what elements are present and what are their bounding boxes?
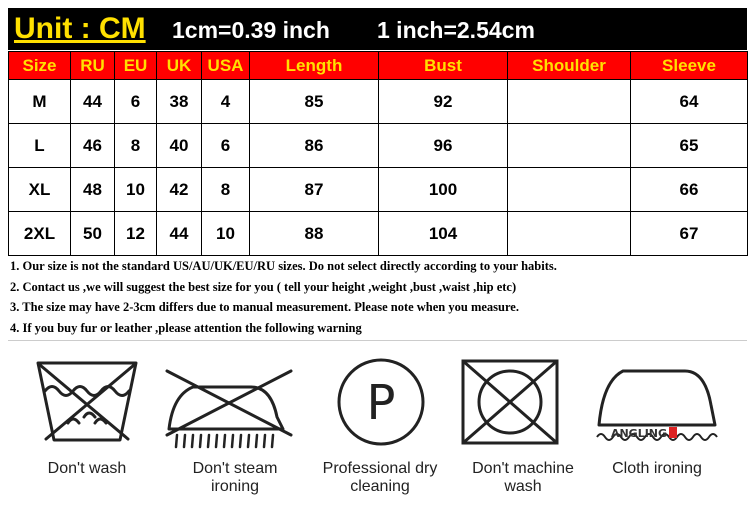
cell-length: 86: [250, 124, 379, 168]
cell-sleeve: 66: [631, 168, 748, 212]
note-3: 3. The size may have 2-3cm differs due to manual measurement. Please note when you measure.: [10, 300, 519, 314]
cell-size: 2XL: [9, 212, 71, 256]
cell-uk: 44: [157, 212, 202, 256]
inch-to-cm: 1 inch=2.54cm: [377, 17, 535, 43]
cell-bust: 100: [379, 168, 508, 212]
cloth-ironing-label: Cloth ironing: [612, 460, 702, 477]
note-2: 2. Contact us ,we will suggest the best size for you ( tell your height ,weight ,bust ,waist ,hip etc): [10, 279, 517, 294]
cell-usa: 10: [202, 212, 250, 256]
note-4: 4. If you buy fur or leather ,please attention the following warning: [10, 320, 362, 335]
cell-ru: 48: [71, 168, 115, 212]
dont-wash-icon: [32, 355, 142, 450]
table-row: [9, 168, 748, 212]
header-sleeve: Sleeve: [631, 52, 748, 80]
cell-bust: 104: [379, 212, 508, 256]
divider: [8, 340, 747, 341]
header-eu: EU: [115, 52, 157, 80]
cell-usa: 6: [202, 124, 250, 168]
table-header-row: [9, 52, 748, 80]
cell-eu: 6: [115, 80, 157, 124]
size-table: [8, 51, 748, 256]
cell-shoulder: [508, 212, 631, 256]
dont-steam-label: Don't steam ironing: [192, 460, 278, 495]
cell-uk: 38: [157, 80, 202, 124]
dont-machine-wash-label: Don't machine wash: [472, 460, 574, 495]
cell-size: L: [9, 124, 71, 168]
cell-usa: 8: [202, 168, 250, 212]
cell-shoulder: [508, 124, 631, 168]
header-size: Size: [9, 52, 71, 80]
header-shoulder: Shoulder: [508, 52, 631, 80]
cell-sleeve: 67: [631, 212, 748, 256]
note-1: 1. Our size is not the standard US/AU/UK/EU/RU sizes. Do not select directly according to your habits.: [10, 259, 557, 273]
cloth-iron-icon: [593, 355, 723, 455]
cell-ru: 50: [71, 212, 115, 256]
cell-length: 88: [250, 212, 379, 256]
cell-eu: 10: [115, 168, 157, 212]
cell-sleeve: 64: [631, 80, 748, 124]
table-row: [9, 80, 748, 124]
cell-eu: 12: [115, 212, 157, 256]
header-uk: UK: [157, 52, 202, 80]
cell-shoulder: [508, 168, 631, 212]
dont-wash-label: Don't wash: [47, 460, 127, 477]
cell-bust: 92: [379, 80, 508, 124]
table-row: [9, 212, 748, 256]
cell-uk: 40: [157, 124, 202, 168]
cell-size: XL: [9, 168, 71, 212]
cell-length: 87: [250, 168, 379, 212]
cell-usa: 4: [202, 80, 250, 124]
cell-eu: 8: [115, 124, 157, 168]
cell-bust: 96: [379, 124, 508, 168]
cm-to-inch: 1cm=0.39 inch: [172, 17, 330, 43]
table-row: [9, 124, 748, 168]
header-length: Length: [250, 52, 379, 80]
dry-clean-icon: [334, 355, 429, 450]
unit-banner: [8, 8, 747, 50]
dry-clean-label: Professional dry cleaning: [322, 460, 438, 495]
cell-size: M: [9, 80, 71, 124]
dont-steam-iron-icon: [163, 355, 298, 450]
cell-ru: 44: [71, 80, 115, 124]
cell-shoulder: [508, 80, 631, 124]
cell-length: 85: [250, 80, 379, 124]
cell-uk: 42: [157, 168, 202, 212]
watermark-text: ANGLING: [610, 427, 668, 440]
header-bust: Bust: [379, 52, 508, 80]
cell-ru: 46: [71, 124, 115, 168]
header-ru: RU: [71, 52, 115, 80]
dont-machine-wash-icon: [455, 355, 565, 450]
cell-sleeve: 65: [631, 124, 748, 168]
size-notes: [10, 256, 740, 338]
dry-clean-letter: P: [366, 375, 396, 431]
unit-label: Unit : CM: [14, 12, 146, 45]
header-usa: USA: [202, 52, 250, 80]
